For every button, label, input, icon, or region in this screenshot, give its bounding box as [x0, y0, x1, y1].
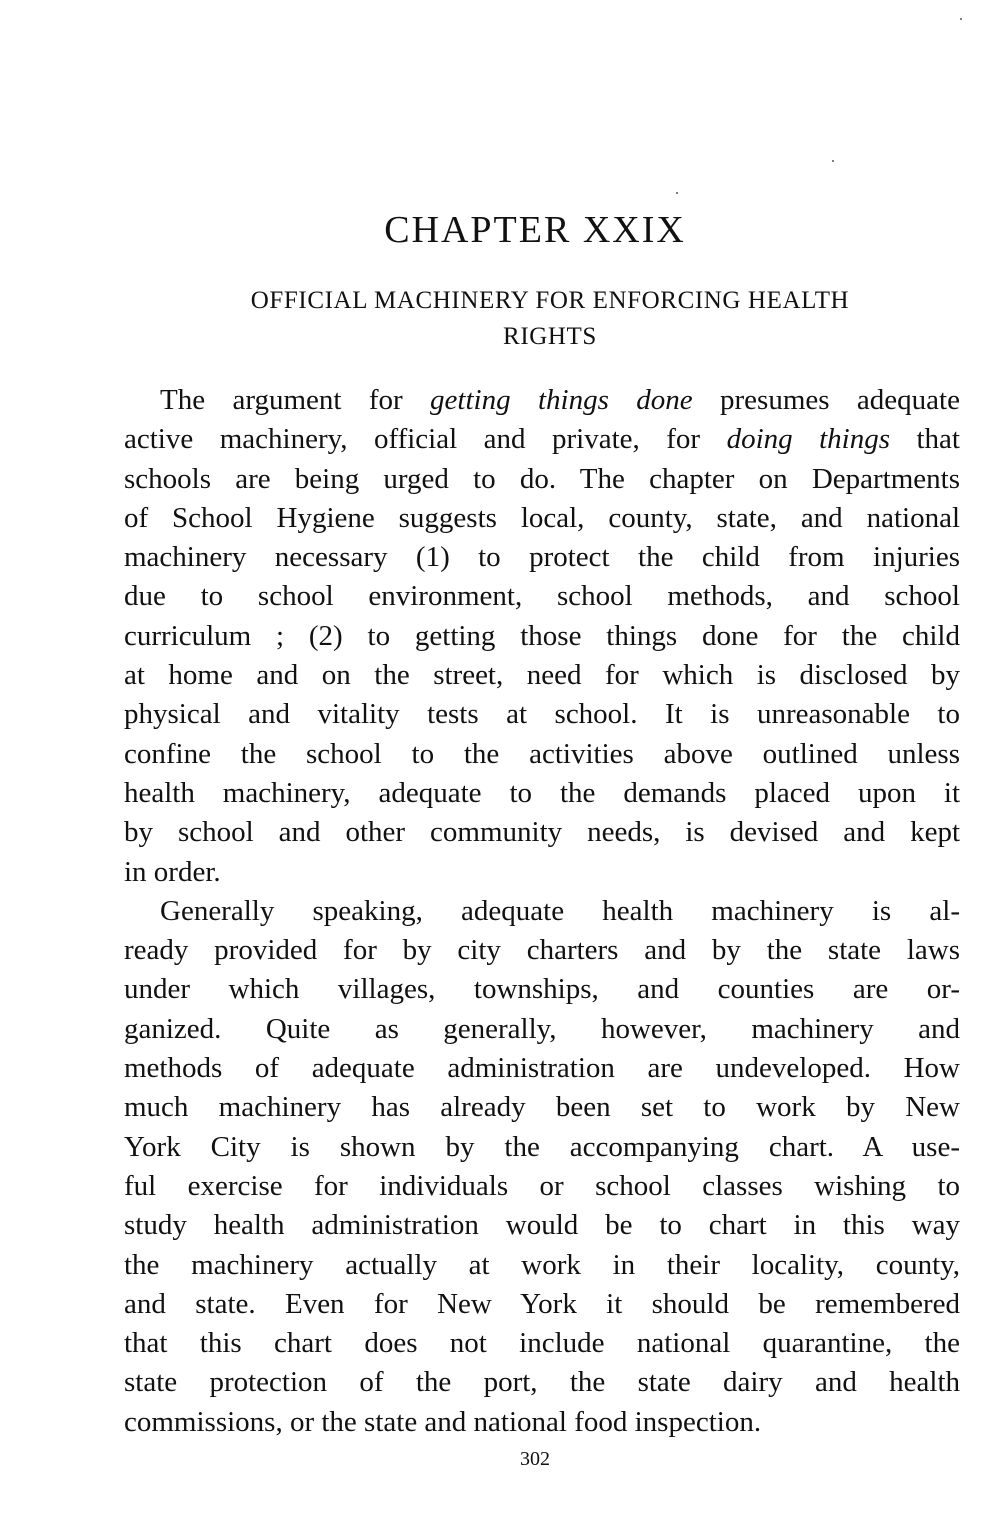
text-segment: schools are being urged to do. The chapter on Departments — [124, 462, 960, 495]
text-segment: confine the school to the activities above outlined unless — [124, 737, 960, 770]
text-line — [124, 1128, 960, 1167]
page-number: 302 — [520, 1448, 550, 1470]
text-line — [124, 656, 960, 695]
chapter-title: CHAPTER XXIX — [384, 209, 686, 251]
text-line — [124, 1049, 960, 1088]
text-segment: and state. Even for New York it should be remembered — [124, 1287, 960, 1320]
text-line — [124, 1167, 960, 1206]
text-segment: ful exercise for individuals or school classes wishing to — [124, 1169, 960, 1202]
text-segment: that — [890, 423, 960, 456]
text-line — [124, 813, 960, 852]
text-line — [124, 617, 960, 656]
text-line — [124, 1206, 960, 1245]
italic-phrase: doing things — [726, 423, 891, 456]
text-segment: York City is shown by the accompanying chart. A use- — [124, 1130, 960, 1163]
text-line — [124, 1403, 960, 1442]
text-line — [124, 970, 960, 1009]
text-line — [124, 577, 960, 616]
text-segment: ready provided for by city charters and by the state laws — [124, 934, 960, 967]
text-segment: physical and vitality tests at school. It is unreasonable to — [124, 698, 960, 731]
text-segment: ganized. Quite as generally, however, machinery and — [124, 1012, 960, 1045]
paragraph — [124, 892, 960, 1442]
text-segment: commissions, or the state and national food inspection. — [124, 1405, 762, 1438]
text-segment: state protection of the port, the state dairy and health — [124, 1366, 960, 1399]
paragraph — [124, 381, 960, 892]
text-segment: by school and other community needs, is devised and kept — [124, 816, 960, 849]
body-text — [124, 381, 960, 1442]
scan-speck — [832, 160, 834, 162]
text-segment: under which villages, townships, and counties are or- — [124, 973, 960, 1006]
text-segment: The argument for — [160, 384, 431, 416]
scan-speck — [960, 18, 962, 20]
text-line — [124, 1010, 960, 1049]
chapter-subtitle-line-1: OFFICIAL MACHINERY FOR ENFORCING HEALTH — [250, 287, 850, 314]
text-segment: presumes adequate — [692, 384, 960, 416]
text-line — [124, 1285, 960, 1324]
text-segment: study health administration would be to chart in this way — [124, 1209, 960, 1242]
text-segment: in order. — [124, 855, 221, 888]
italic-phrase: getting things done — [430, 384, 693, 416]
text-line — [124, 1363, 960, 1402]
text-segment: health machinery, adequate to the demands placed upon it — [124, 776, 960, 809]
text-line — [124, 499, 960, 538]
chapter-subtitle — [140, 283, 960, 355]
text-segment: much machinery has already been set to work by New — [124, 1091, 960, 1124]
text-segment: Generally speaking, adequate health machinery is al- — [160, 894, 960, 927]
text-line — [124, 381, 960, 420]
text-line — [124, 1324, 960, 1363]
text-segment: of School Hygiene suggests local, county, state, and national — [124, 501, 960, 534]
text-line — [124, 1246, 960, 1285]
text-segment: machinery necessary (1) to protect the child from injuries — [124, 541, 960, 574]
chapter-subtitle-line-2: RIGHTS — [503, 323, 597, 350]
text-line — [124, 538, 960, 577]
text-segment: the machinery actually at work in their locality, county, — [124, 1248, 960, 1281]
text-line — [124, 1088, 960, 1127]
text-line — [124, 695, 960, 734]
text-line — [124, 931, 960, 970]
scan-speck — [676, 192, 678, 194]
text-line — [124, 420, 960, 459]
text-segment: curriculum ; (2) to getting those things done for the child — [124, 619, 960, 652]
text-segment: that this chart does not include national quarantine, the — [124, 1327, 960, 1360]
text-segment: due to school environment, school methods, and school — [124, 580, 960, 613]
text-line — [124, 735, 960, 774]
text-line — [124, 853, 960, 892]
text-line — [124, 460, 960, 499]
text-segment: methods of adequate administration are undeveloped. How — [124, 1052, 960, 1085]
text-line — [124, 774, 960, 813]
text-segment: active machinery, official and private, for — [124, 423, 727, 456]
text-line — [124, 892, 960, 931]
text-segment: at home and on the street, need for which is disclosed by — [124, 659, 960, 692]
